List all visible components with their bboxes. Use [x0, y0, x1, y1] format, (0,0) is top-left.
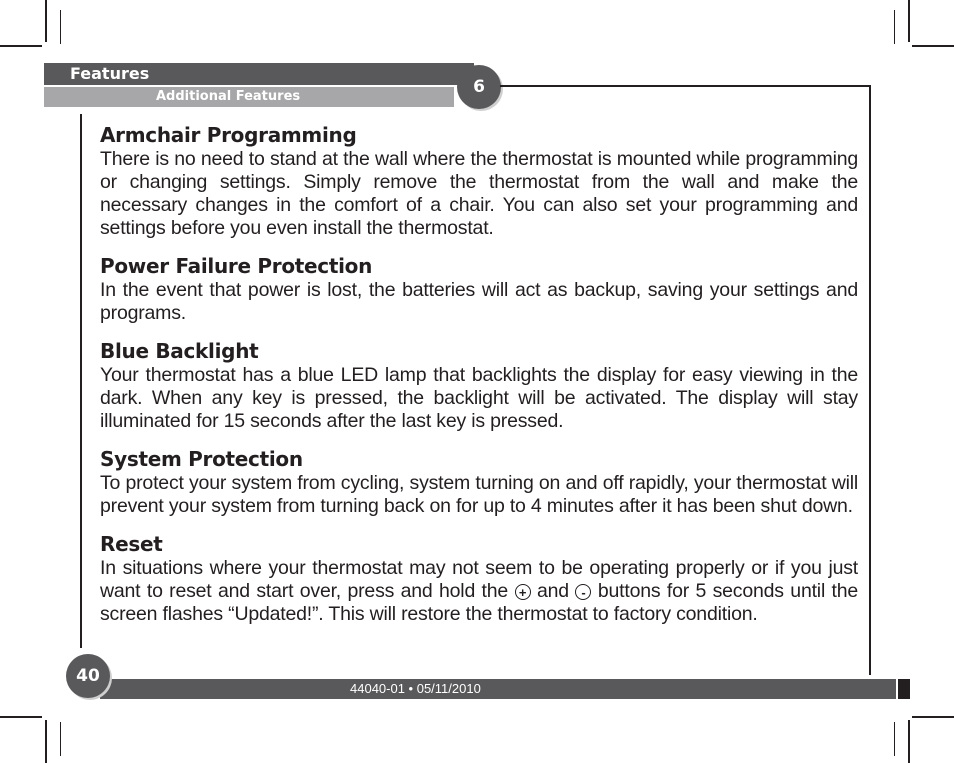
section-body [100, 557, 858, 626]
crop-mark [60, 10, 61, 44]
section-header: Features [70, 64, 150, 83]
crop-mark [0, 45, 42, 47]
section-title: System Protection [100, 447, 303, 471]
section-title: Armchair Programming [100, 123, 357, 147]
crop-mark [908, 0, 910, 42]
page-number-badge: 40 [66, 654, 110, 698]
crop-mark [60, 722, 61, 756]
crop-mark [894, 722, 895, 756]
chapter-number-badge: 6 [457, 65, 501, 109]
section-title: Power Failure Protection [100, 254, 373, 278]
section-title: Reset [100, 532, 163, 556]
frame-left-line [80, 114, 82, 648]
crop-mark [0, 716, 42, 718]
crop-mark [908, 720, 910, 763]
reset-text-part1: In situations where your thermostat may not seem to be operating properly or if you just want to reset and start over, press and hold the [100, 557, 858, 602]
section-body: There is no need to stand at the wall where the thermostat is mounted while programming or changing settings. Simply remove the thermostat from the wall and make the necessary changes in the comfort of a chair. You can also set your programming and settings before you even install the thermostat. [100, 148, 858, 239]
minus-button-icon: - [575, 584, 591, 600]
plus-button-icon: + [515, 584, 531, 600]
subsection-header: Additional Features [156, 89, 301, 104]
reset-text-part3: buttons for 5 seconds until the screen flashes “Updated!”. This will restore the thermostat to factory condition. [100, 580, 859, 625]
section-title: Blue Backlight [100, 339, 259, 363]
section-body: In the event that power is lost, the batteries will act as backup, saving your settings and programs. [100, 279, 858, 324]
reset-text-part2: and [537, 580, 569, 602]
document-code: 44040-01 • 05/11/2010 [350, 681, 481, 696]
frame-top-line [500, 85, 871, 87]
crop-mark [912, 45, 954, 47]
frame-right-line [869, 85, 871, 675]
crop-mark [912, 716, 954, 718]
page-content [100, 122, 858, 639]
crop-mark [45, 0, 47, 42]
footer-bar [100, 679, 896, 699]
crop-mark [45, 720, 47, 763]
section-body: Your thermostat has a blue LED lamp that backlights the display for easy viewing in the dark. When any key is pressed, the backlight will be activated. The display will stay illuminated for 15 seconds after the last key is pressed. [100, 364, 858, 432]
crop-mark [894, 10, 895, 44]
footer-end-block [898, 679, 910, 699]
section-body: To protect your system from cycling, system turning on and off rapidly, your thermostat will prevent your system from turning back on for up to 4 minutes after it has been shut down. [100, 472, 858, 517]
